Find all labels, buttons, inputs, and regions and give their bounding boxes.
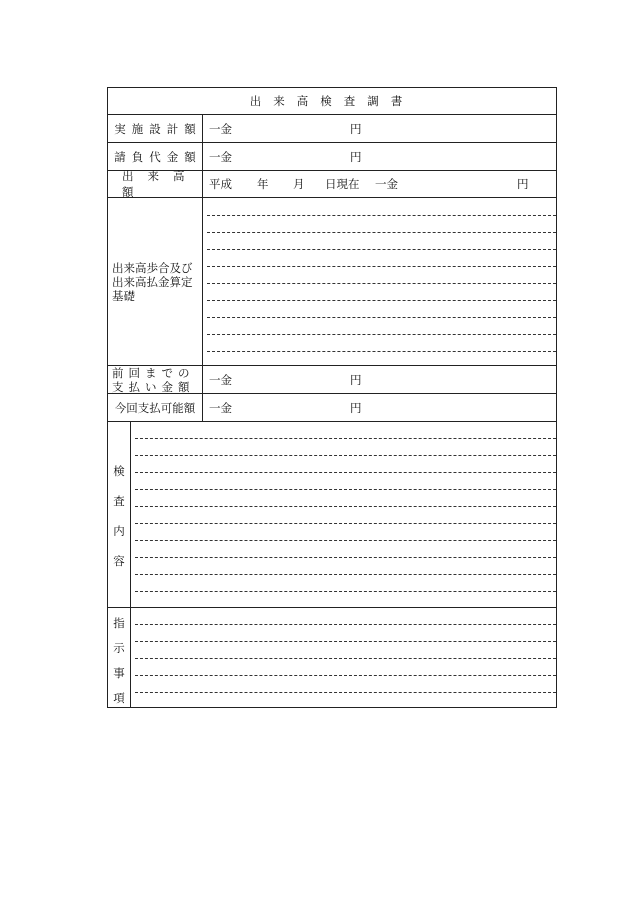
dotted-line xyxy=(207,249,556,250)
current-payable-suffix: 円 xyxy=(350,400,362,415)
contract-amount-suffix: 円 xyxy=(350,149,362,164)
design-amount-row xyxy=(108,115,556,143)
inspection-contents-row xyxy=(108,422,556,608)
basis-label-line1: 出来高歩合及び xyxy=(112,260,193,275)
form-title: 出来高検査調書 xyxy=(108,88,556,115)
inspection-char: 容 xyxy=(113,554,125,568)
inspection-char: 内 xyxy=(113,524,125,538)
calculation-basis-field[interactable] xyxy=(203,198,556,365)
dotted-line xyxy=(207,334,556,335)
contract-amount-label: 請負代金額 xyxy=(108,143,203,170)
calculation-basis-label xyxy=(108,198,203,365)
design-amount-prefix: 一金 xyxy=(209,121,232,136)
instructions-field[interactable] xyxy=(131,608,556,708)
month-label: 月 xyxy=(293,177,305,191)
instructions-char: 項 xyxy=(113,691,125,705)
inspection-char: 査 xyxy=(113,494,125,508)
previous-paid-label-line1: 前回までの xyxy=(112,365,195,380)
instructions-label xyxy=(108,608,131,708)
completed-amount-suffix: 円 xyxy=(517,177,529,191)
inspection-char: 検 xyxy=(113,464,125,478)
dotted-line xyxy=(207,232,556,233)
current-payable-prefix: 一金 xyxy=(209,400,232,415)
dotted-line xyxy=(207,351,556,352)
previous-paid-suffix: 円 xyxy=(350,372,362,387)
contract-amount-field[interactable] xyxy=(203,143,556,170)
year-label: 年 xyxy=(257,177,269,191)
dotted-line xyxy=(135,557,556,558)
current-payable-label: 今回支払可能額 xyxy=(108,394,203,421)
basis-label-line2: 出来高払金算定 xyxy=(112,274,193,289)
previous-paid-row xyxy=(108,366,556,394)
dotted-line xyxy=(135,641,556,642)
dotted-line xyxy=(207,266,556,267)
dotted-line xyxy=(207,215,556,216)
current-payable-field[interactable] xyxy=(203,394,556,421)
completed-amount-prefix: 一金 xyxy=(375,177,398,191)
dotted-line xyxy=(207,300,556,301)
dotted-line xyxy=(135,438,556,439)
dotted-line xyxy=(135,540,556,541)
design-amount-field[interactable] xyxy=(203,115,556,142)
dotted-line xyxy=(135,624,556,625)
inspection-report-form xyxy=(107,87,557,708)
previous-paid-label-line2: 支払い金額 xyxy=(112,379,195,394)
instructions-char: 指 xyxy=(113,616,125,630)
completed-amount-label: 出来高額 xyxy=(108,171,203,197)
contract-amount-row xyxy=(108,143,556,171)
dotted-line xyxy=(135,506,556,507)
design-amount-suffix: 円 xyxy=(350,121,362,136)
inspection-contents-label xyxy=(108,422,131,607)
dotted-line xyxy=(135,658,556,659)
completed-amount-row xyxy=(108,171,556,198)
instructions-row xyxy=(108,608,556,708)
era-label: 平成 xyxy=(209,177,232,191)
previous-paid-field[interactable] xyxy=(203,366,556,393)
inspection-contents-field[interactable] xyxy=(131,422,556,607)
dotted-line xyxy=(135,692,556,693)
previous-paid-label xyxy=(108,366,203,393)
instructions-char: 示 xyxy=(113,641,125,655)
dotted-line xyxy=(135,523,556,524)
current-payable-row xyxy=(108,394,556,422)
basis-label-line3: 基礎 xyxy=(112,288,135,303)
calculation-basis-row xyxy=(108,198,556,366)
dotted-line xyxy=(135,574,556,575)
contract-amount-prefix: 一金 xyxy=(209,149,232,164)
dotted-line xyxy=(135,675,556,676)
instructions-char: 事 xyxy=(113,666,125,680)
dotted-line xyxy=(135,472,556,473)
dotted-line xyxy=(135,455,556,456)
day-label: 日現在 xyxy=(325,177,360,191)
completed-amount-field[interactable] xyxy=(203,171,556,197)
previous-paid-prefix: 一金 xyxy=(209,372,232,387)
dotted-line xyxy=(135,489,556,490)
dotted-line xyxy=(135,591,556,592)
dotted-line xyxy=(207,317,556,318)
design-amount-label: 実施設計額 xyxy=(108,115,203,142)
dotted-line xyxy=(207,283,556,284)
